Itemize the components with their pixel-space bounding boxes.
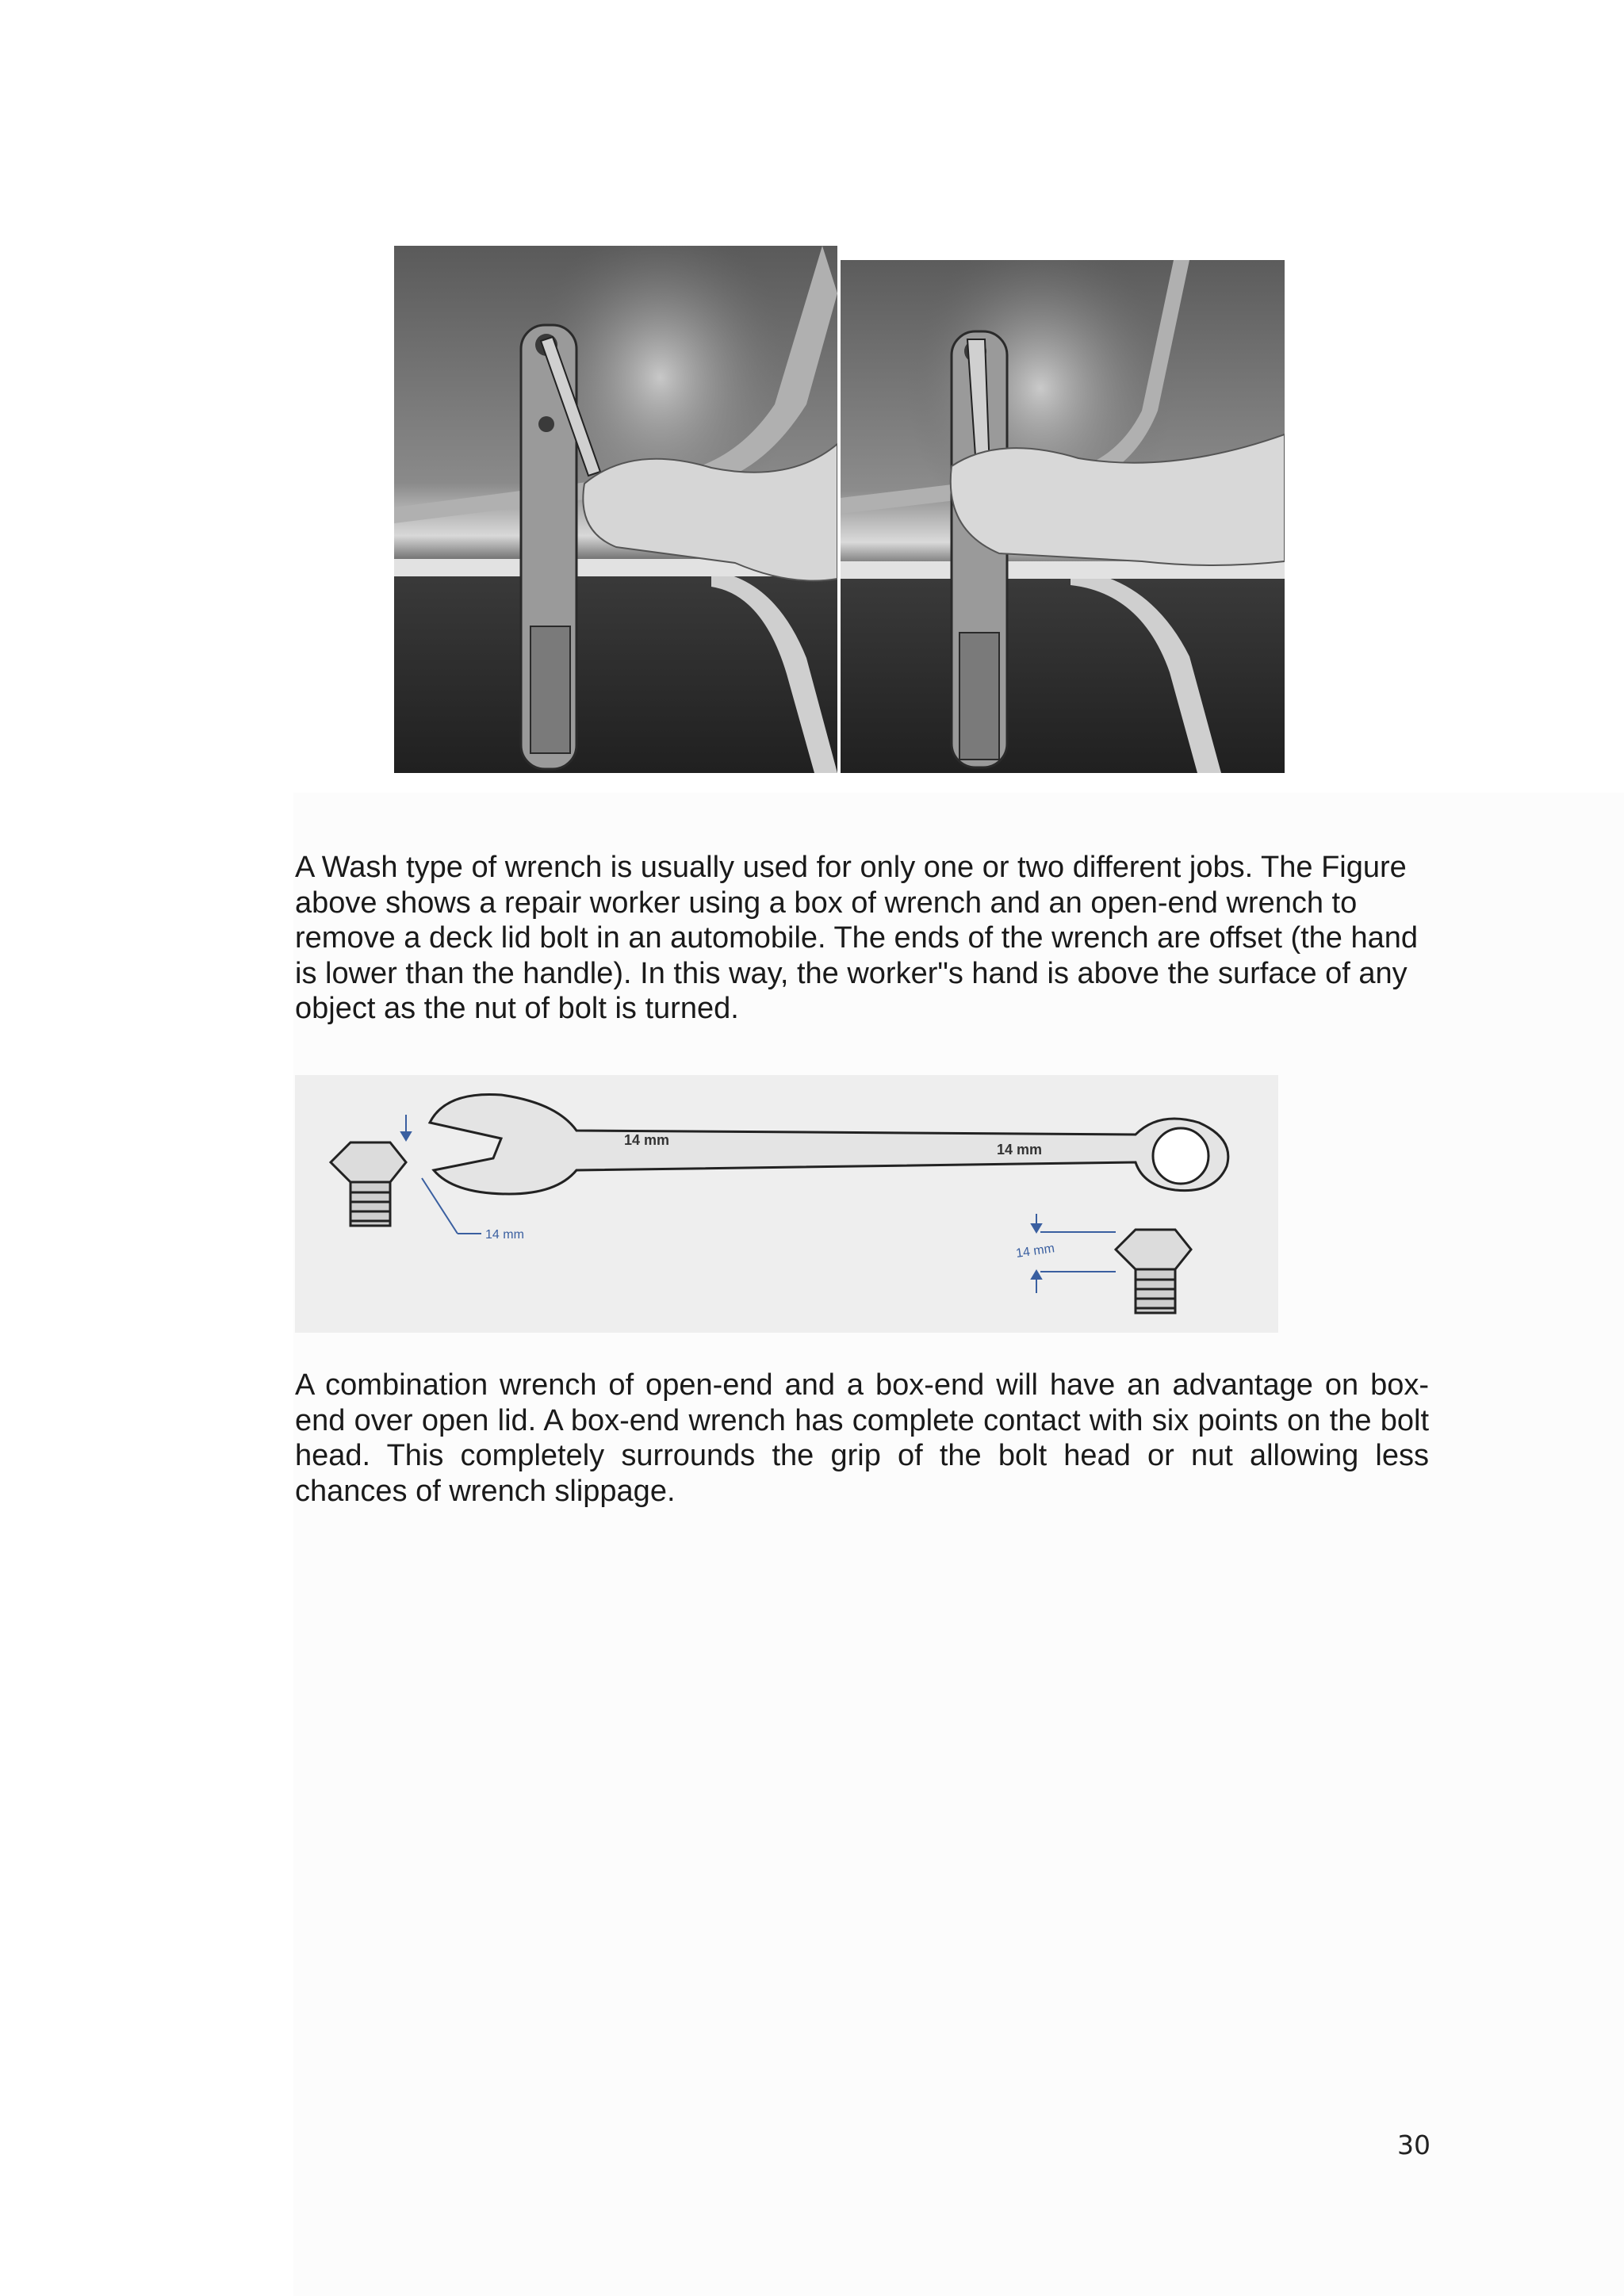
deck-lid-photo-open-end-wrench bbox=[841, 260, 1285, 773]
page-number: 30 bbox=[1397, 2130, 1431, 2160]
paragraph-combination-wrench: A combination wrench of open-end and a box-end will have an advantage on box-end over open lid. A box-end wrench has complete contact with six points on the bolt head. This completely surrounds the grip of the bolt head or nut allowing less chances of wrench slippage. bbox=[295, 1368, 1429, 1508]
paragraph-wash-wrench: A Wash type of wrench is usually used for only one or two different jobs. The Figure above shows a repair worker using a box of wrench and an open-end wrench to remove a deck lid bolt in an automobile. The ends of the wrench are offset (the hand is lower than the handle). In this way, the worker"s hand is above the surface of any object as the nut of bolt is turned. bbox=[295, 851, 1419, 1025]
box-end-dimension-label: 14 mm bbox=[1015, 1242, 1055, 1261]
handle-label-left: 14 mm bbox=[624, 1132, 670, 1148]
deck-lid-photo-box-wrench bbox=[394, 246, 837, 773]
combination-wrench-diagram bbox=[295, 1075, 1278, 1333]
open-end-dimension-label: 14 mm bbox=[485, 1228, 524, 1242]
handle-label-right: 14 mm bbox=[997, 1142, 1043, 1158]
